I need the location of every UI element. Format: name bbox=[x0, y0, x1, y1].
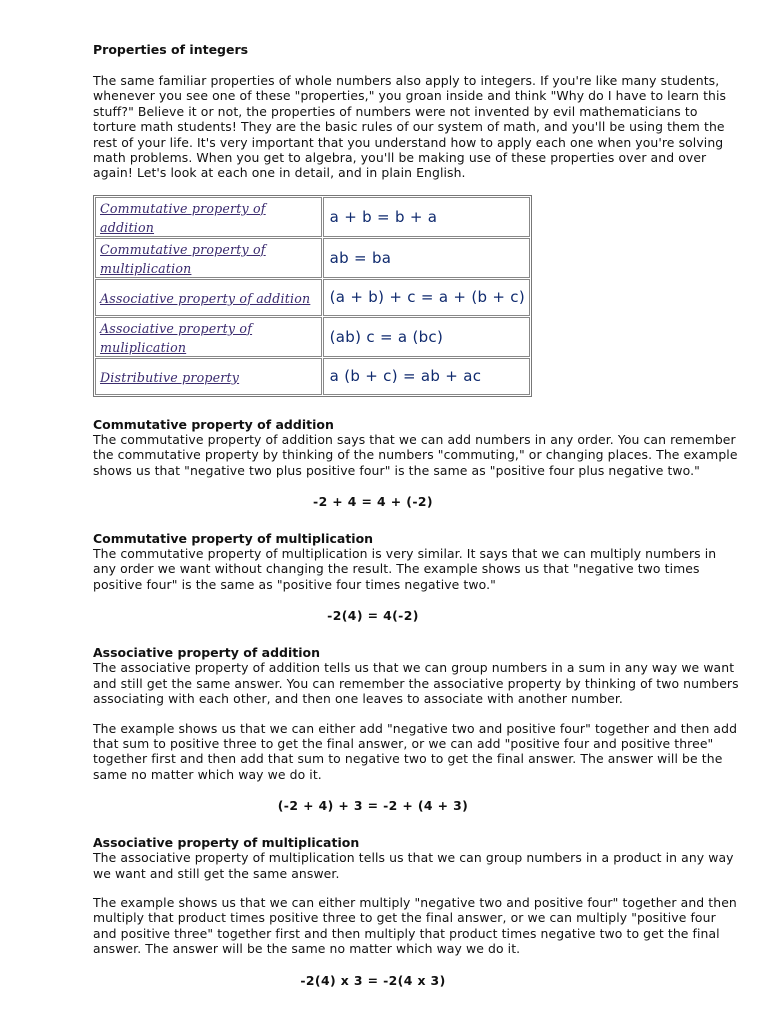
section-heading-associative-addition: Associative property of addition bbox=[93, 645, 321, 661]
property-link-commutative-addition[interactable]: Commutative property of addition bbox=[100, 200, 266, 235]
example-equation: (-2 + 4) + 3 = -2 + (4 + 3) bbox=[277, 798, 469, 814]
page-title: Properties of integers bbox=[93, 42, 249, 57]
section-body: The commutative property of multiplication is very similar. It says that we can multiply numbers in any order we want without changing the result. The example shows us that "negative two times positive four" is the same as "positive four times negative two." bbox=[93, 546, 717, 592]
property-formula: a (b + c) = ab + ac bbox=[323, 358, 530, 395]
example-equation: -2(4) x 3 = -2(4 x 3) bbox=[300, 972, 446, 988]
table-row bbox=[95, 358, 530, 395]
table-row bbox=[95, 238, 530, 278]
property-name-cell bbox=[95, 358, 322, 395]
property-name-cell bbox=[95, 317, 322, 357]
property-formula: ab = ba bbox=[323, 238, 530, 278]
property-link-commutative-multiplication[interactable]: Commutative property of multiplication bbox=[100, 241, 266, 276]
section-body: The example shows us that we can either multiply "negative two and positive four" together and then multiply that product times positive three to get the final answer, or we can multiply "positive four and positive three" together first and then multiply that product times negative two to get the final answer. The answer will be the same no matter which way we do it. bbox=[93, 894, 737, 957]
table-row bbox=[95, 279, 530, 316]
section-body: The associative property of addition tells us that we can group numbers in a sum in any way we want and still get the same answer. You can remember the associative property by thinking of two numbers associating with each other, and then one leaves to associate with another number. bbox=[93, 660, 739, 707]
table-row bbox=[95, 197, 530, 237]
property-name-cell bbox=[95, 279, 322, 316]
property-formula: a + b = b + a bbox=[323, 197, 530, 237]
section-heading-associative-multiplication: Associative property of multiplication bbox=[93, 835, 360, 851]
document-page bbox=[93, 42, 743, 1010]
property-name-cell bbox=[95, 197, 322, 237]
intro-paragraph: The same familiar properties of whole numbers also apply to integers. If you're like many students, whenever you see one of these "properties," you groan inside and think "Why do I have to learn this stuff?" Believe it or not, the properties of numbers were not invented by evil mathematicians to torture math students! They are the basic rules of our system of math, and you'll be using them the rest of your life. It's very important that you understand how to apply each one when you're solving math problems. When you get to algebra, you'll be making use of these properties over and over again! Let's look at each one in detail, and in plain English. bbox=[93, 73, 727, 181]
property-link-distributive[interactable]: Distributive property bbox=[100, 369, 240, 385]
section-body: The commutative property of addition says that we can add numbers in any order. You can remember the commutative property by thinking of the numbers "commuting," or changing places. The example shows us that "negative two plus positive four" is the same as "positive four plus negative two." bbox=[93, 431, 738, 478]
section-heading-commutative-multiplication: Commutative property of multiplication bbox=[93, 531, 374, 547]
property-formula: (a + b) + c = a + (b + c) bbox=[323, 279, 530, 316]
section-body: The example shows us that we can either add "negative two and positive four" together and then add that sum to positive three to get the final answer, or we can add "positive four and positive three" together first and then add that sum to negative two to get the final answer. The answer will be the same no matter which way we do it. bbox=[93, 720, 738, 782]
property-name-cell bbox=[95, 238, 322, 278]
table-row bbox=[95, 317, 530, 357]
section-body: The associative property of multiplication tells us that we can group numbers in a product in any way we want and still get the same answer. bbox=[93, 850, 734, 881]
property-formula: (ab) c = a (bc) bbox=[323, 317, 530, 357]
property-link-associative-addition[interactable]: Associative property of addition bbox=[100, 290, 311, 306]
section-heading-commutative-addition: Commutative property of addition bbox=[93, 416, 334, 432]
example-equation: -2(4) = 4(-2) bbox=[327, 608, 419, 624]
properties-table bbox=[93, 195, 532, 397]
property-link-associative-multiplication[interactable]: Associative property of muliplication bbox=[100, 320, 253, 355]
example-equation: -2 + 4 = 4 + (-2) bbox=[313, 494, 433, 510]
